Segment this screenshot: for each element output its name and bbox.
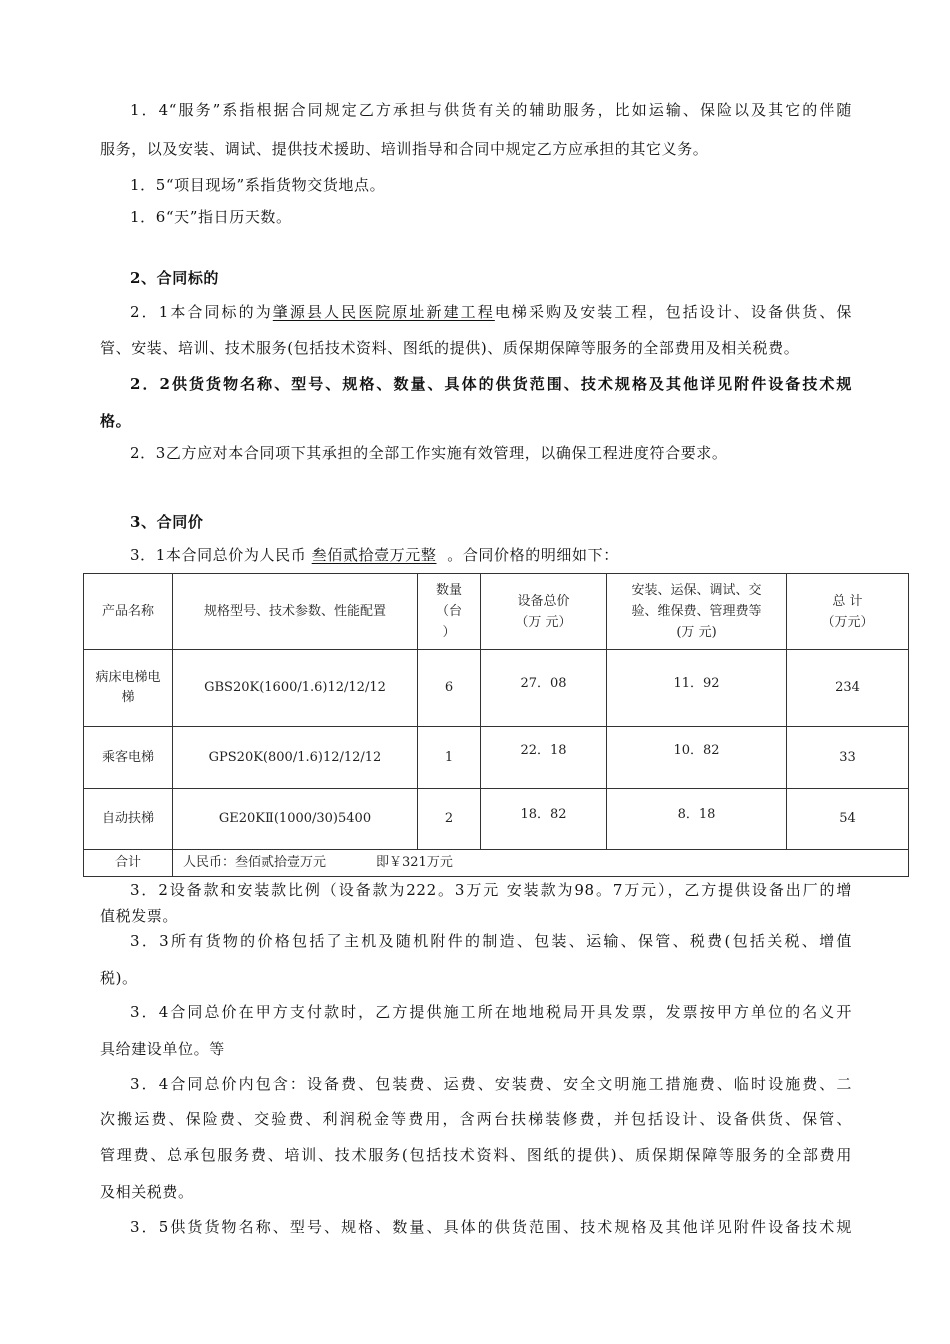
header-equipment-total: 设备总价 （万 元） — [481, 574, 607, 650]
clause-2-2-line1: 2．2供货货物名称、型号、规格、数量、具体的供货范围、技术规格及其他详见附件设备技术规 — [130, 375, 852, 393]
project-name: 肇源县人民医院原址新建工程 — [272, 303, 495, 321]
clause-3-1-suffix: 。合同价格的明细如下： — [447, 546, 619, 564]
clause-3-4b-line4: 及相关税费。 — [100, 1183, 194, 1201]
cell-qty: 6 — [418, 650, 481, 727]
price-table — [83, 573, 909, 877]
cell-spec: GBS20K(1600/1.6)12/12/12 — [173, 650, 418, 727]
cell-spec: GPS20K(800/1.6)12/12/12 — [173, 727, 418, 789]
clause-1-5: 1．5“项目现场”系指货物交货地点。 — [130, 176, 386, 194]
table-row — [84, 789, 909, 850]
cell-total: 33 — [787, 727, 909, 789]
header-total: 总 计 （万元） — [787, 574, 909, 650]
clause-1-6: 1．6“天”指日历天数。 — [130, 208, 292, 226]
clause-3-4a-line1: 3．4合同总价在甲方支付款时，乙方提供施工所在地地税局开具发票，发票按甲方单位的名义开 — [130, 1003, 852, 1021]
table-row — [84, 650, 909, 727]
clause-3-3-line2: 税)。 — [100, 969, 138, 987]
table-header-row — [84, 574, 909, 650]
clause-3-1-prefix: 3．1本合同总价为人民币 — [130, 546, 307, 564]
cell-qty: 1 — [418, 727, 481, 789]
cell-equipment-total: 27．08 — [481, 650, 607, 727]
clause-3-2-line1: 3．2设备款和安装款比例（设备款为222。3万元 安装款为98。7万元），乙方提供设备出厂的增 — [130, 881, 852, 899]
cell-product-name: 病床电梯电梯 — [84, 650, 173, 727]
cell-install-fees: 8．18 — [607, 789, 787, 850]
table-row — [84, 727, 909, 789]
cell-total: 54 — [787, 789, 909, 850]
clause-2-1-line1 — [130, 302, 852, 322]
clause-2-1-line2: 管、安装、培训、技术服务(包括技术资料、图纸的提供)、质保期保障等服务的全部费用及相关税费。 — [100, 339, 800, 357]
cell-install-fees: 10．82 — [607, 727, 787, 789]
section-3-heading: 3、合同价 — [130, 513, 204, 531]
clause-3-2-line2: 值税发票。 — [100, 907, 179, 925]
clause-1-4-line2: 服务，以及安装、调试、提供技术援助、培训指导和合同中规定乙方应承担的其它义务。 — [100, 140, 709, 158]
clause-3-4b-line2: 次搬运费、保险费、交验费、利润税金等费用，含两台扶梯装修费，并包括设计、设备供货、保管、 — [100, 1110, 852, 1128]
clause-3-3-line1: 3．3所有货物的价格包括了主机及随机附件的制造、包装、运输、保管、税费(包括关税、增值 — [130, 932, 852, 950]
clause-3-4b-line1: 3．4合同总价内包含：设备费、包装费、运费、安装费、安全文明施工措施费、临时设施费、二 — [130, 1075, 852, 1093]
section-2-heading: 2、合同标的 — [130, 269, 220, 287]
total-rmb-text: 人民币：叁佰贰拾壹万元 — [183, 855, 327, 870]
cell-install-fees: 11．92 — [607, 650, 787, 727]
clause-2-1-suffix: 电梯采购及安装工程，包括设计、设备供货、保 — [494, 303, 852, 321]
clause-3-4b-line3: 管理费、总承包服务费、培训、技术服务(包括技术资料、图纸的提供)、质保期保障等服务的全部费用 — [100, 1146, 852, 1164]
clause-2-2-line2: 格。 — [100, 412, 132, 430]
clause-2-1-prefix: 2．1本合同标的为 — [130, 303, 273, 321]
cell-product-name: 乘客电梯 — [84, 727, 173, 789]
table-total-row — [84, 850, 909, 877]
clause-3-1 — [130, 545, 852, 565]
clause-3-5-line1: 3．5供货货物名称、型号、规格、数量、具体的供货范围、技术规格及其他详见附件设备技术规 — [130, 1218, 852, 1236]
cell-total: 234 — [787, 650, 909, 727]
header-qty: 数量 （台 ） — [418, 574, 481, 650]
header-install-fees: 安装、运保、调试、交 验、维保费、管理费等 (万 元) — [607, 574, 787, 650]
cell-total-amount — [173, 850, 909, 877]
clause-2-3: 2．3乙方应对本合同项下其承担的全部工作实施有效管理，以确保工程进度符合要求。 — [130, 444, 728, 462]
cell-qty: 2 — [418, 789, 481, 850]
cell-equipment-total: 18．82 — [481, 789, 607, 850]
cell-spec: GE20KⅡ(1000/30)5400 — [173, 789, 418, 850]
cell-equipment-total: 22．18 — [481, 727, 607, 789]
header-spec: 规格型号、技术参数、性能配置 — [173, 574, 418, 650]
clause-3-4a-line2: 具给建设单位。等 — [100, 1040, 225, 1058]
contract-amount: 叁佰贰拾壹万元整 — [311, 546, 437, 564]
total-numeric-text: 即￥321万元 — [376, 855, 453, 870]
header-product-name: 产品名称 — [84, 574, 173, 650]
cell-product-name: 自动扶梯 — [84, 789, 173, 850]
cell-total-label: 合计 — [84, 850, 173, 877]
clause-1-4-line1: 1．4“服务”系指根据合同规定乙方承担与供货有关的辅助服务，比如运输、保险以及其它的伴随 — [130, 101, 852, 119]
